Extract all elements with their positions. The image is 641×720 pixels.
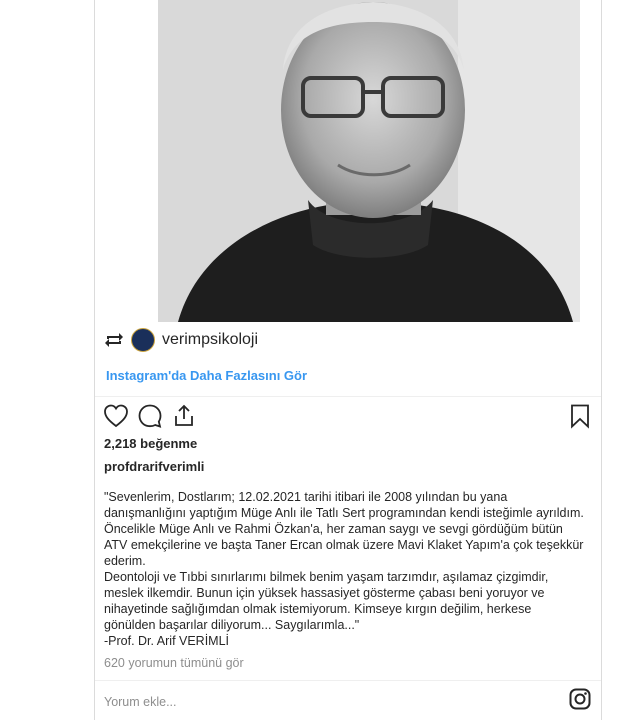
divider bbox=[95, 396, 601, 397]
view-more-link[interactable]: Instagram'da Daha Fazlasını Gör bbox=[106, 368, 308, 383]
repost-attribution[interactable] bbox=[103, 326, 258, 354]
post-photo bbox=[158, 0, 580, 322]
repost-username[interactable]: verimpsikoloji bbox=[162, 331, 259, 348]
post-caption bbox=[104, 489, 584, 649]
instagram-icon[interactable] bbox=[569, 688, 591, 710]
avatar[interactable] bbox=[131, 328, 155, 352]
caption-signature: -Prof. Dr. Arif VERİMLİ bbox=[104, 634, 230, 648]
portrait-illustration bbox=[158, 0, 580, 322]
post-media[interactable] bbox=[95, 0, 601, 360]
action-bar bbox=[103, 403, 593, 431]
add-comment-input[interactable]: Yorum ekle... bbox=[104, 695, 177, 709]
divider bbox=[95, 680, 601, 681]
post-owner-username[interactable]: profdrarifverimli bbox=[104, 459, 205, 474]
instagram-embed bbox=[94, 0, 602, 720]
caption-paragraph: Deontoloji ve Tıbbi sınırlarımı bilmek benim yaşam tarzımdır, aşılamaz çizgimdir, meslek ilkemdir. Bunun için yüksek hassasiyet gösterme çabası beni yoruyor ve nihayetinde sağlığımdan olmak istemiyorum. Kimseye kırgın değilim, herkese gönülden başarılar diliyorum... Saygılarımla..." bbox=[104, 570, 549, 632]
comment-icon[interactable] bbox=[137, 403, 163, 429]
bookmark-icon[interactable] bbox=[567, 403, 593, 429]
caption-paragraph: "Sevenlerim, Dostlarım; 12.02.2021 tarihi itibari ile 2008 yılından bu yana danışmanlığını yaptığım Müge Anlı ile Tatlı Sert programından kendi isteğimle ayrıldım. Öncelikle Müge Anlı ve Rahmi Özkan'a, her zaman saygı ve sevgi gördüğüm bütün ATV emekçilerine ve başta Taner Ercan olmak üzere Mavi Klaket Yapım'a çok teşekkür ederim. bbox=[104, 490, 584, 568]
like-count[interactable]: 2,218 beğenme bbox=[104, 436, 198, 451]
view-all-comments-link[interactable]: 620 yorumun tümünü gör bbox=[104, 656, 244, 670]
share-icon[interactable] bbox=[171, 403, 197, 429]
heart-icon[interactable] bbox=[103, 403, 129, 429]
repost-icon bbox=[103, 329, 125, 351]
